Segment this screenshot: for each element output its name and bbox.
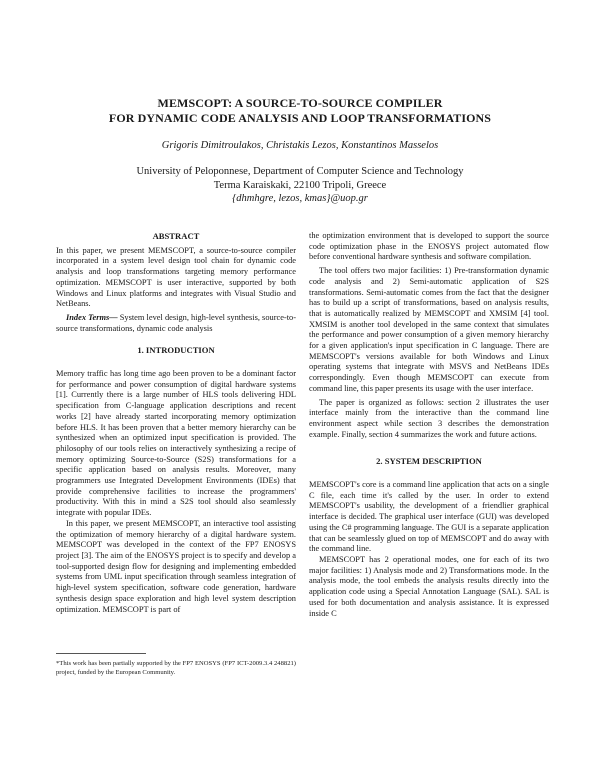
system-paragraph-1: MEMSCOPT's core is a command line application that acts on a single C file, each time it's called by the user. In order to extend MEMSCOPT's usability, the development of a friendlier graphical interface is decided. The graphical user interface (GUI) was developed using the C# programming language. The GUI is a separate application that can be seamlessly glued on top of MEMSCOPT and do away with the command line. <box>309 480 549 554</box>
footnote-rule <box>56 653 146 654</box>
title-line-1: MEMSCOPT: A SOURCE-TO-SOURCE COMPILER <box>157 96 443 110</box>
author-emails: {dhmhgre, lezos, kmas}@uop.gr <box>232 193 368 204</box>
footnote-text: *This work has been partially supported by the FP7 ENOSYS (FP7 ICT-2009.3.4 248821) project, funded by the European Community. <box>56 660 296 676</box>
intro-paragraph-1: Memory traffic has long time ago been proven to be a dominant factor for performance and power consumption of digital hardware systems [1]. Currently there is a large number of HLS tools delivering HDL specification from C-language application descriptions and recent works [2] have already started incorporating memory optimization before HLS. It has been proven that a better memory hierarchy can be synthesized when an optimized input specification is provided. The philosophy of our tools relies on interactively synthesizing a recipe of memory optimizing Source-to-Source (S2S) transformations for a specific application based on analysis results. Moreover, many programmers use Integrated Development Environments (IDEs) that provide comprehensive facilities to increase the programmers' productivity. With this in mind a S2S tool should also seamlessly integrate with popular IDEs. <box>56 369 296 518</box>
intro-paragraph-2: In this paper, we present MEMSCOPT, an interactive tool assisting the optimization of memory hierarchy of a digital hardware system. MEMSCOPT was developed in the context of the FP7 ENOSYS project [3]. The aim of the ENOSYS project is to specify and develop a tool-supported design flow for designing and implementing embedded systems from UML input specification through seamless integration of high-level system specification, software code generation, hardware synthesis design space exploration and high level system description optimization. MEMSCOPT is part of <box>56 518 296 614</box>
right-column <box>309 231 549 619</box>
abstract-heading: ABSTRACT <box>152 231 200 241</box>
index-terms <box>56 313 296 334</box>
index-terms-label: Index Terms— <box>66 312 118 322</box>
intro-heading: 1. INTRODUCTION <box>137 345 215 356</box>
title-line-2: FOR DYNAMIC CODE ANALYSIS AND LOOP TRANSFORMATIONS <box>108 111 492 125</box>
right-paragraph-3: The paper is organized as follows: section 2 illustrates the user interface mainly from the interactive than the command line environment aspect while section 3 describes the demonstration example. Finally, section 4 summarizes the work and future actions. <box>309 397 549 439</box>
right-paragraph-2: The tool offers two major facilities: 1) Pre-transformation dynamic code analysis and 2) Semi-automatic application of S2S transformations. Semi-automatic comes from the fact that the designer has to build up a script of transformations, based on analysis results, that is automatically realized by MEMSCOPT and XMSIM [4] tool. XMSIM is another tool developed in the same context that simulates the performance and power consumption of a given memory hierarchy for a given application's input specification in C language. There are MEMSCOPT's versions available for both Windows and Linux operating systems that integrate with MSVS and NetBeans IDEs correspondingly. Even though MEMSCOPT can execute from command line, this paper presents its usage with the user interface. <box>309 266 549 393</box>
right-paragraph-1: the optimization environment that is developed to support the source code optimization phase in the ENOSYS project automated flow before conventional hardware synthesis and software compilation. <box>309 231 549 262</box>
affiliation-line-2: Terma Karaiskaki, 22100 Tripoli, Greece <box>213 179 387 191</box>
system-paragraph-2: MEMSCOPT has 2 operational modes, one for each of its two major facilities: 1) Analysis mode and 2) Transformations mode. In the analysis mode, the tool embeds the analysis results directly into the application code using a Special Annotation Language (SAL). SAL is used for both documentation and analysis assistance. It is expressed inside C <box>309 554 549 618</box>
affiliation <box>0 165 600 206</box>
system-description-heading: 2. SYSTEM DESCRIPTION <box>376 456 482 467</box>
paper-title <box>0 96 600 126</box>
index-terms-text: System level design, high-level synthesis, source-to-source transformations, dynamic code analysis <box>56 312 297 333</box>
author-list: Grigoris Dimitroulakos, Christakis Lezos, Konstantinos Masselos <box>161 140 439 151</box>
abstract-text: In this paper, we present MEMSCOPT, a source-to-source compiler incorporated in a system level design tool chain for dynamic code analysis and loop transformations targeting memory performance optimization. MEMSCOPT is user interactive, supported by both Windows and Linux platforms and integrates with Visual Studio and NetBeans. <box>56 245 296 309</box>
affiliation-line-1: University of Peloponnese, Department of Computer Science and Technology <box>136 166 464 177</box>
footnote <box>56 659 296 677</box>
left-column <box>56 231 296 615</box>
